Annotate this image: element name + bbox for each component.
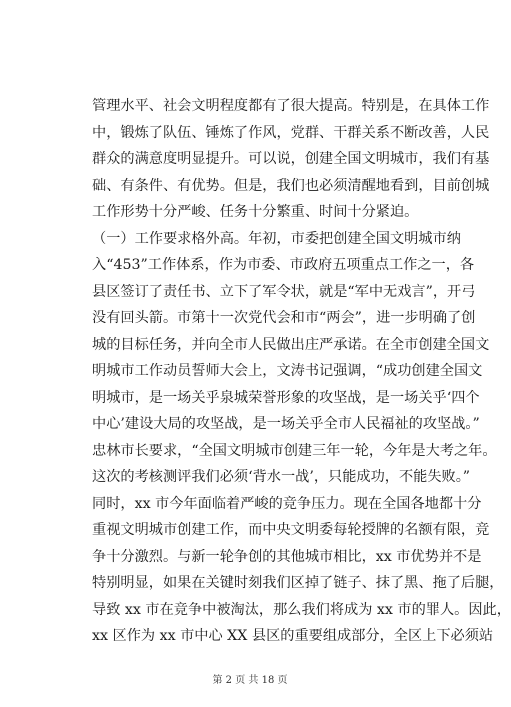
text-line: 明城市工作动员誓师大会上，文涛书记强调，“成功创建全国文 [92, 363, 483, 379]
text-line: 重视文明城市创建工作，而中央文明委每轮授牌的名额有限，竞 [92, 522, 490, 538]
text-line: 群众的满意度明显提升。可以说，创建全国文明城市，我们有基 [92, 151, 490, 167]
text-line: 导致 xx 市在竞争中被淘汰，那么我们将成为 xx 市的罪人。因此， [92, 601, 511, 618]
text-line: xx 区作为 xx 市中心 XX 县区的重要组成部分，全区上下必须站 [92, 628, 494, 644]
text-line: 忠林市长要求，“全国文明城市创建三年一轮，今年是大考之年。 [92, 442, 497, 459]
text-line: （一）工作要求格外高。年初，市委把创建全国文明城市纳 [92, 230, 461, 247]
text-line: 没有回头箭。市第十一次党代会和市“两会”，进一步明确了创 [92, 310, 476, 326]
text-line: 特别明显，如果在关键时刻我们区掉了链子、抹了黑、拖了后腿， [92, 575, 504, 591]
text-line: 县区签订了责任书、立下了军令状，就是“军中无戏言”，开弓 [92, 283, 476, 300]
text-line: 中，锻炼了队伍、锤炼了作风，党群、干群关系不断改善，人民 [92, 124, 490, 141]
body-text [92, 93, 511, 650]
page-footer: 第 2 页 共 18 页 [212, 675, 288, 686]
text-line: 城的目标任务，并向全市人民做出庄严承诺。在全市创建全国文 [92, 336, 490, 353]
text-line: 入“453”工作体系，作为市委、市政府五项重点工作之一，各 [92, 257, 475, 273]
text-line: 同时，xx 市今年面临着严峻的竞争压力。现在全国各地都十分 [92, 495, 482, 512]
text-line: 工作形势十分严峻、任务十分繁重、时间十分紧迫。 [92, 204, 419, 220]
text-line: 中心’建设大局的攻坚战，是一场关乎全市人民福祉的攻坚战。” [92, 416, 480, 432]
text-line: 明城市，是一场关乎泉城荣誉形象的攻坚战，是一场关乎‘四个 [92, 389, 480, 406]
text-line: 础、有条件、有优势。但是，我们也必须清醒地看到，目前创城 [92, 177, 490, 194]
text-line: 管理水平、社会文明程度都有了很大提高。特别是，在具体工作 [92, 98, 490, 114]
text-line: 争十分激烈。与新一轮争创的其他城市相比，xx 市优势并不是 [92, 548, 482, 565]
text-line: 这次的考核测评我们必须‘背水一战’，只能成功，不能失败。” [92, 469, 471, 485]
